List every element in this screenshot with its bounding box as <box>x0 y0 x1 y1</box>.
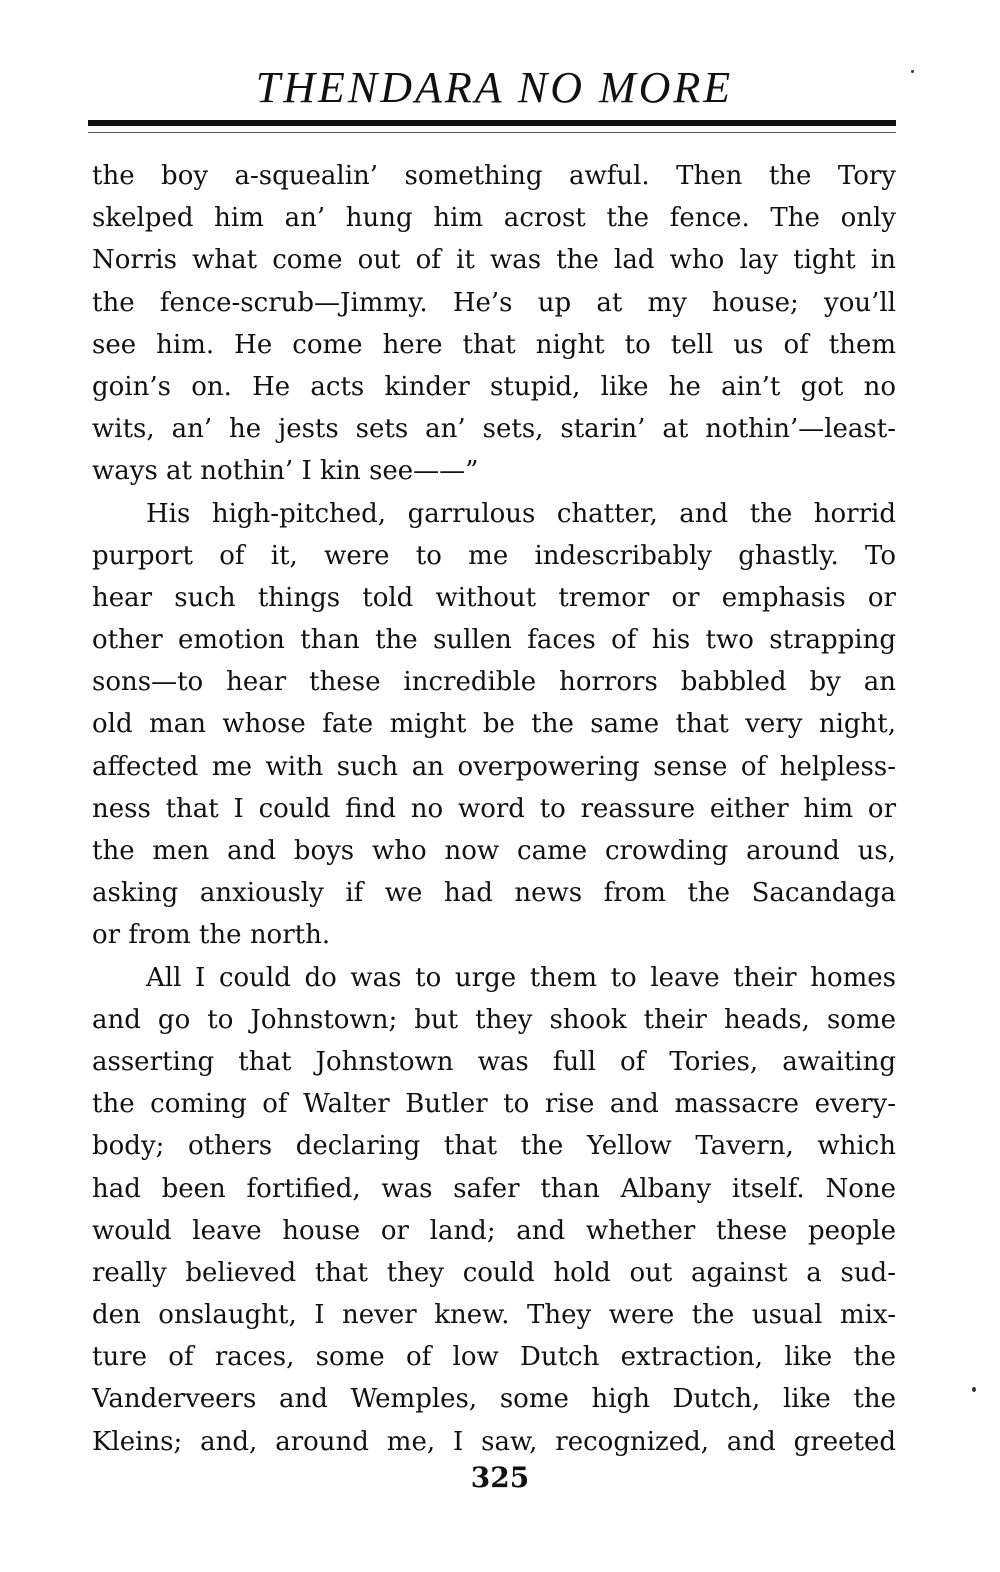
text-line: would leave house or land; and whether these people <box>92 1215 896 1246</box>
text-line: wits, an’ he jests sets an’ sets, starin’ at nothin’—least- <box>92 414 896 445</box>
text-line: the boy a-squealin’ something awful. Then the Tory <box>92 161 896 191</box>
text-line: and go to Johnstown; but they shook their heads, some <box>92 1004 896 1035</box>
text-line: ness that I could find no word to reassure either him or <box>92 793 896 824</box>
text-line: hear such things told without tremor or emphasis or <box>92 582 896 613</box>
text-line: see him. He come here that night to tell us of them <box>92 329 896 360</box>
text-line: sons—to hear these incredible horrors babbled by an <box>92 667 896 698</box>
text-line: purport of it, were to me indescribably ghastly. To <box>92 540 896 571</box>
scan-speck <box>972 1387 976 1392</box>
text-line: ways at nothin’ I kin see——” <box>92 456 479 487</box>
text-line: affected me with such an overpowering sense of helpless- <box>92 751 896 782</box>
text-line: ture of races, some of low Dutch extraction, like the <box>92 1342 896 1373</box>
text-line: Vanderveers and Wemples, some high Dutch, like the <box>92 1384 896 1415</box>
text-line: goin’s on. He acts kinder stupid, like he ain’t got no <box>92 371 896 402</box>
text-line: skelped him an’ hung him acrost the fence. The only <box>92 203 896 234</box>
text-line: Norris what come out of it was the lad who lay tight in <box>92 245 896 276</box>
scan-speck <box>911 70 914 73</box>
text-line: Kleins; and, around me, I saw, recognized, and greeted <box>92 1426 896 1457</box>
text-line: the men and boys who now came crowding around us, <box>92 836 896 866</box>
running-head: THENDARA NO MORE <box>255 63 734 112</box>
text-line: asserting that Johnstown was full of Tories, awaiting <box>92 1046 896 1077</box>
text-line: old man whose fate might be the same that very night, <box>92 709 896 740</box>
text-line: other emotion than the sullen faces of his two strapping <box>92 625 896 656</box>
paragraph-first-line: All I could do was to urge them to leave their homes <box>146 962 896 993</box>
text-line: the fence-scrub—Jimmy. He’s up at my house; you’ll <box>92 287 896 318</box>
paragraph-first-line: His high-pitched, garrulous chatter, and the horrid <box>146 498 896 529</box>
text-line: den onslaught, I never knew. They were the usual mix- <box>92 1300 896 1331</box>
header-rule-thick <box>88 120 896 126</box>
text-line: had been fortified, was safer than Albany itself. None <box>92 1173 896 1204</box>
text-line: the coming of Walter Butler to rise and massacre every- <box>92 1089 896 1120</box>
text-line: or from the north. <box>92 920 331 951</box>
text-line: really believed that they could hold out against a sud- <box>92 1257 896 1288</box>
header-rule-thin <box>88 132 896 133</box>
text-line: asking anxiously if we had news from the Sacandaga <box>92 878 896 909</box>
page-number: 325 <box>470 1461 530 1494</box>
text-line: body; others declaring that the Yellow Tavern, which <box>92 1131 896 1162</box>
body-text <box>92 155 896 1463</box>
